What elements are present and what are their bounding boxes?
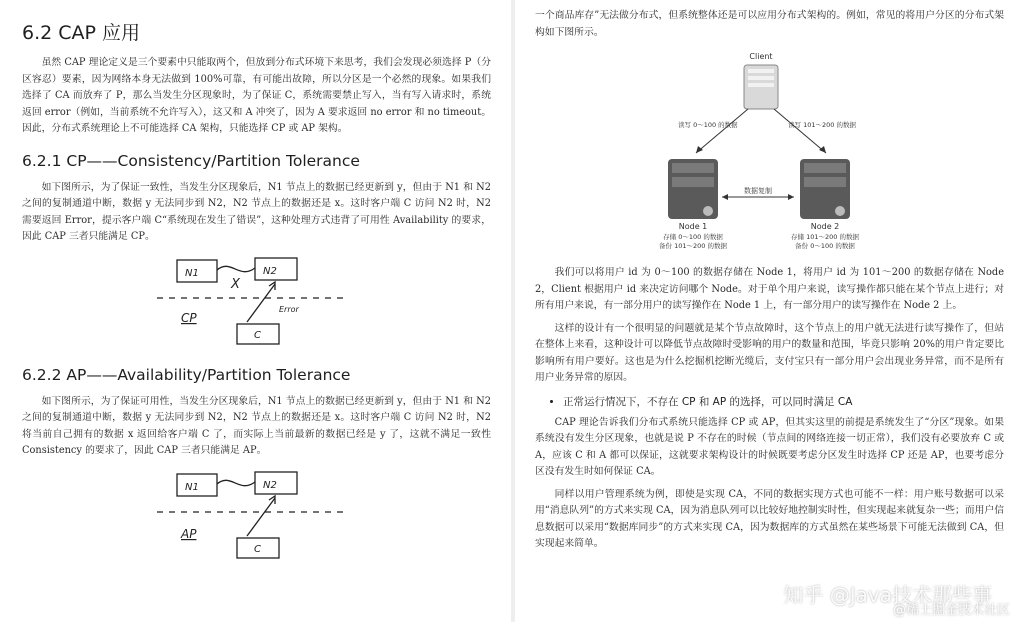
cp-break-mark: X [230,276,240,292]
node2-label: Node 2 [810,222,839,231]
paragraph-cap-intro: 虽然 CAP 理论定义是三个要素中只能取两个，但放到分布式环境下来思考，我们会发现必须选择 P（分区容忍）要素，因为网络本身无法做到 100%可靠，有可能出故障，所以分区是一个必然的现象。如果我们选择了 CA 而放弃了 P，那么当发生分区现象时，为了保证 C，系统需要禁止写入，当有写入请求时，系统返回 error（例如，当前系统不允许写入），这又和 A 冲突了，因为 A 要求返回 no error 和 no timeout。因此，分布式系统理论上不可能选择 CA 架构，只能选择 CP 或 AP 架构。 [22,57,491,134]
paragraph-user-mgmt: 同样以用户管理系统为例，即使是实现 CA，不同的数据实现方式也可能不一样：用户账号数据可以采用“消息队列”的方式来实现 CA，因为消息队列可以比较好地控制实时性，但实现起来就复杂一些；而用户信息数据可以采用“数据库同步”的方式来实现 CA，因为数据库的方式虽然在某些场景下可能无法做到 CA，但实现起来简单。 [535,488,1004,549]
cp-tag: CP [180,310,197,325]
section-heading-6-2-1: 6.2.1 CP——Consistency/Partition Tolerance [22,151,360,170]
watermark-zhihu: 知乎 @Java技术那些事 [783,583,992,607]
paragraph-cap-premise: CAP 理论告诉我们分布式系统只能选择 CP 或 AP，但其实这里的前提是系统发生了“分区”现象。如果系统没有发生分区现象，也就是说 P 不存在的时候（节点间的网络连接一切正常），我们没有必要放弃 C 或 A，应该 C 和 A 都可以保证，这就要求架构设计的时候既要考虑分区发生时选择 CP 还是 AP，也要考虑分区没有发生时如何保证 CA。 [535,416,1004,477]
ap-n1-label: N1 [184,481,199,493]
bullet-list [535,393,1004,411]
node1-label: Node 1 [678,222,707,231]
ap-tag: AP [180,526,196,541]
client-label: Client [748,52,773,61]
bullet-normal-ca: • 正常运行情况下，不存在 CP 和 AP 的选择，可以同时满足 CA [563,393,1004,411]
section-heading-6-2: 6.2 CAP 应用 [22,22,141,44]
ap-sketch [147,466,367,566]
cp-n2-label: N2 [262,265,277,277]
paragraph-partition-intro: 一个商品库存”无法做分布式，但系统整体还是可以应用分布式架构的。例如，常见的将用户分区的分布式架构如下图所示。 [535,10,1004,38]
cp-n1-label: N1 [184,267,199,279]
cp-client-label: C [253,329,261,341]
watermark-juejin: @稀土掘金技术社区 [892,603,1010,618]
client-server-icon [744,65,778,109]
right-page [515,0,1022,622]
cp-error-label: Error [278,304,299,314]
right-arrow-label: 读写 101～200 的数据 [787,121,856,129]
cp-sketch [147,252,367,352]
node1-server-icon [668,159,718,219]
replication-label: 数据复制 [743,187,772,195]
node1-store-label: 存储 0～100 的数据 [662,233,723,241]
left-arrow-label: 读写 0～100 的数据 [677,121,738,129]
node2-store-label: 存储 101～200 的数据 [790,233,859,241]
paragraph-cp: 如下图所示，为了保证一致性，当发生分区现象后，N1 节点上的数据已经更新到 y，但由于 N1 和 N2 之间的复制通道中断，数据 y 无法同步到 N2，N2 节点上的数据还是 x。这时客户端 C 访问 N2 时，N2 需要返回 Error，提示客户端 C“系统现在发生了错误”，这种处理方式违背了可用性 Availability 的要求，因此 CAP 三者只能满足 CP。 [22,181,491,242]
paragraph-node-failure: 这样的设计有一个很明显的问题就是某个节点故障时，这个节点上的用户就无法进行读写操作了，但站在整体上来看，这种设计可以降低节点故障时受影响的用户的数量和范围，毕竟只影响 20%的用户肯定要比影响所有用户要好。这也是为什么挖掘机挖断光缆后，支付宝只有一部分用户会出现业务异常，而不是所有用户业务异常的原因。 [535,322,1004,383]
node2-backup-label: 备份 0～100 的数据 [794,242,855,250]
ap-n2-label: N2 [262,479,277,491]
user-partition-diagram [620,47,920,257]
paragraph-node-storage: 我们可以将用户 id 为 0～100 的数据存储在 Node 1，将用户 id 为 101～200 的数据存储在 Node 2，Client 根据用户 id 来决定访问哪个 Node。对于单个用户来说，读写操作都只能在某个节点上进行；对所有用户来说，有一部分用户的读写操作在 Node 1 上，有一部分用户的读写操作在 Node 2 上。 [535,267,1004,311]
section-heading-6-2-2: 6.2.2 AP——Availability/Partition Tolerance [22,365,351,384]
ap-client-label: C [253,543,261,555]
paragraph-ap: 如下图所示，为了保证可用性，当发生分区现象后，N1 节点上的数据已经更新到 y，但由于 N1 和 N2 之间的复制通道中断，数据 y 无法同步到 N2，N2 节点上的数据还是 x。这时客户端 C 访问 N2 时，N2 将当前自己拥有的数据 x 返回给客户端 C 了，而实际上当前最新的数据已经是 y 了，这就不满足一致性 Consistency 的要求了，因此 CAP 三者只能满足 AP。 [22,395,491,456]
node1-backup-label: 备份 101～200 的数据 [658,242,727,250]
node2-server-icon [800,159,850,219]
